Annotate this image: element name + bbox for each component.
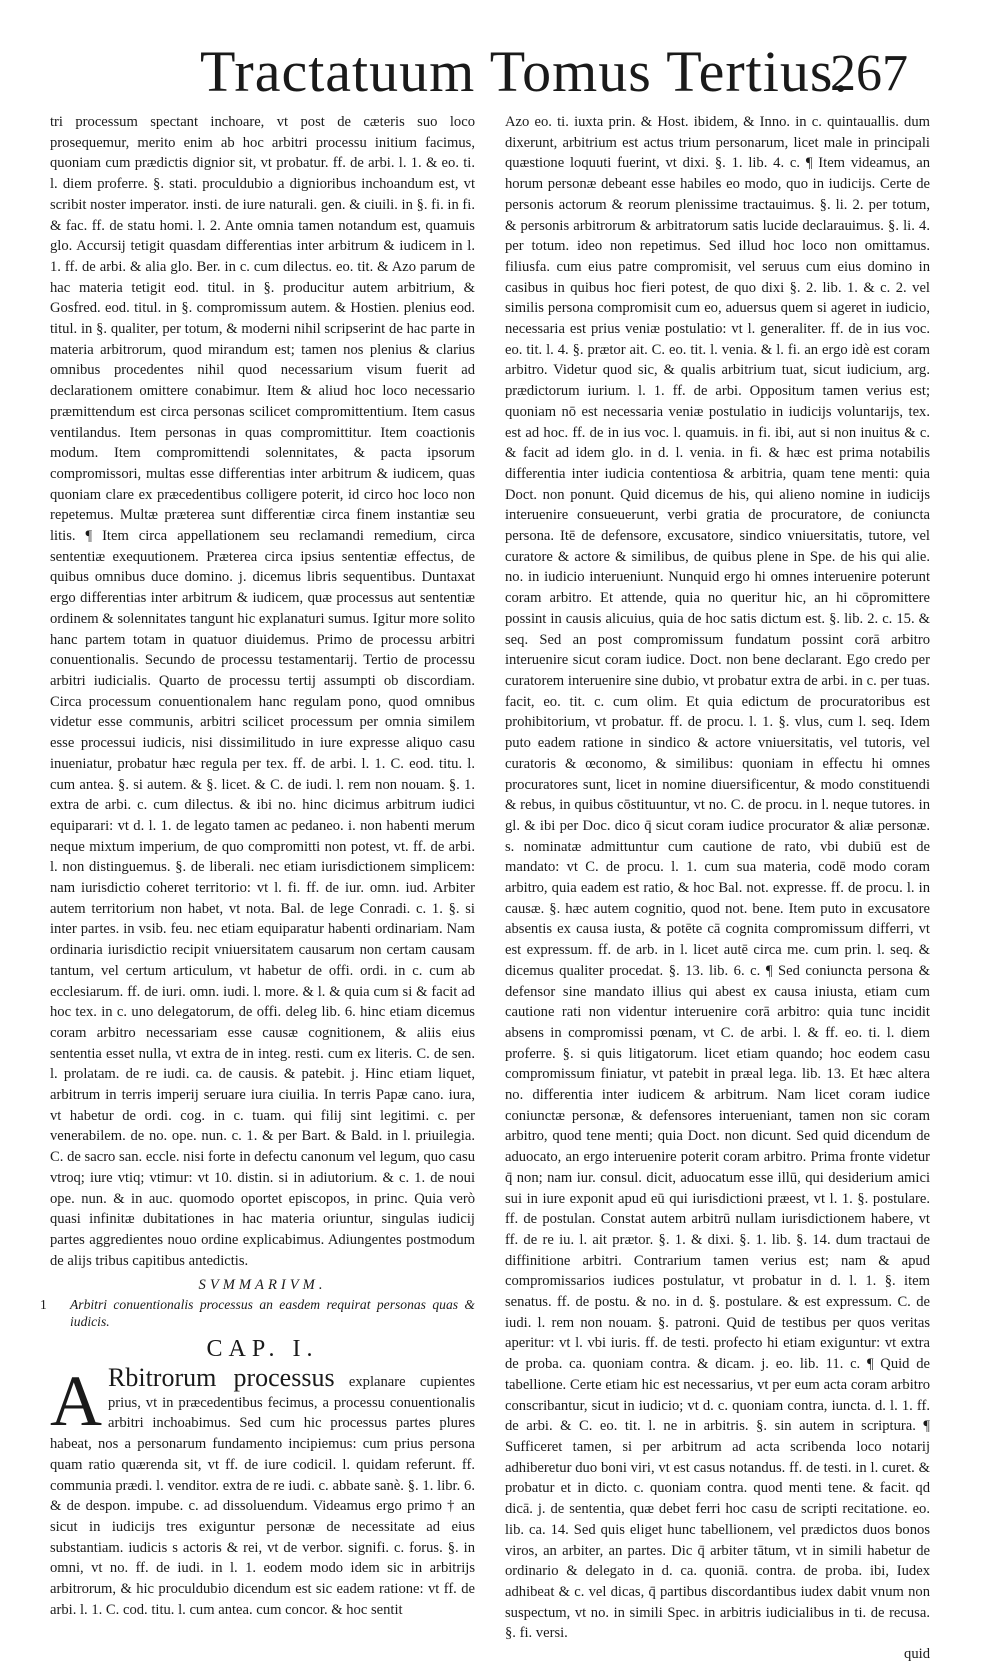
page-number: 267 <box>830 45 908 102</box>
running-title: Tractatuum Tomus Tertius. <box>200 39 849 104</box>
drop-cap: A <box>50 1361 102 1442</box>
body-paragraph: tri processum spectant inchoare, vt post de cæteris suo loco prosequemur, merito enim ab hoc arbitri processu initium facimus, quoniam cum prædictis dignior sit, vt probatur. ff. de arbi. l. 1. & eo. ti. l. diem proferre. §. stati. proculdubio a dignioribus inchoandum est, vt scribit noster imperator. insti. de iure naturali. gen. & ciuili. in §. fi. in fi. & fac. ff. de statu homi. l. 2. Ante omnia tamen notandum est, quamuis glo. Accursij tetigit quasdam differentias inter arbitrum & iudicem in l. 1. ff. de arbi. & alia glo. Ber. in c. cum dilectus. eo. tit. & Azo parum de hac materia tetigit eod. titul. in §. producitur autem arbitrium, & Gosfred. eod. titul. in §. compromissum autem. & Hostien. plenius eod. titul. in §. qualiter, per totum, & moderni nihil scripserint de hac parte in materia arbitrorum, quod mirandum est; tamen nos plenius & clarius omnibus procedentes nihil quod necessarium visum fuerit ad declarationem omittere conabimur. Item & aliud hoc loco necessario præmittendum est circa personas scilicet compromittentium. Item casus ventilandus. Item personas in quas compromittitur. Item coactionis modum. Item compromittendi solennitates, & pacta ipsorum compromissori, multas esse differentias inter arbitrum & iudicem, quas quoniam clare ex præcedentibus colligere poterit, id circo hoc loco non repetemus. Multæ præterea sunt differentiæ circa finem instantiæ seu litis. ¶ Item circa appellationem seu reclamandi remedium, circa sententiæ exequutionem. Præterea circa ipsius sententiæ effectus, de quibus omnibus duce domino. j. dicemus libris sequentibus. Duntaxat ergo differentias inter arbitrum & iudicem, quæ processus aut sententiæ ordinem & solennitates tangunt hic explanaturi sumus. Igitur more solito hanc partem totam in quatuor diuidemus. Primo de processu arbitri conuentionalis. Secundo de processu testamentarij. Tertio de processu arbitri iudicialis. Quarto de processu tertij assumpti ob discordiam. Circa processum conuentionalem hanc regulam pono, quod omnibus videtur esse communis, arbitri scilicet processum per omnia similem esse processui iudicis, nisi dissimilitudo in iure expresse aliquo casu inueniatur, probatur hæc regula per tex. ff. de arbi. l. 1. C. eod. titu. l. cum antea. §. si autem. & §. licet. & C. de iudi. l. rem non nouam. §. 1. extra de arbi. c. cum dilectus. & ibi no. hinc dicimus arbitrum iudici equiparari: vt d. l. 1. de legato tamen ac pedaneo. i. non habenti merum neque mixtum imperium, de quo compromitti non potest, vt. ff. de arbi. l. non distinguemus. §. de liberali. nec etiam iurisdictionem simplicem: nam iurisdictio coheret territorio: vt l. fi. ff. de iur. omn. iud. Arbiter autem territorium non habet, vt nota. Bal. de lege Conradi. c. 1. §. si inter partes. in vsib. feu. nec etiam equiparatur habenti ordinariam. Nam ordinaria iurisdictio recipit vniuersitatem causarum non certam causam tantum, vel certum articulum, vt habetur de offi. ordi. in c. cum ab ecclesiarum. ff. de iuri. omn. iudi. l. more. & l. & quia cum si & facit ad hoc tex. in c. uno delegatorum, de offi. deleg lib. 6. hinc etiam dicemus coram arbitro necessariam esse causæ cognitionem, & aliis eius sententia esset nulla, vt extra de in integ. resti. cum ex literis. C. de sen. l. prolatam. de re iudi. ca. de causis. & patebit. j. Hinc etiam liquet, arbitrum in terris imperij seruare iura ciuilia. In terris Papæ cano. iura, vt habetur de ordi. cog. in c. tuam. qui filij sint legitimi. c. per venerabilem. de no. ope. nun. c. 1. & per Bart. & Bald. in l. priuilegia. C. de sacro san. eccle. nisi forte in defectu canonum vel legum, quo casu vtroq; iure vtiq; vtimur: vt 10. distin. si in adiutorium. & c. 1. de noui ope. nun. & in auc. quomodo oportet episcopos, in princ. Quia verò quasi infinitæ dubitationes in hac materia oriuntur, singulas iudicij partes aggredientes nouo ordine explicabimus. Adiungentes postmodum de alijs tribus capitibus antedictis. <box>50 114 475 1269</box>
chapter-paragraph <box>50 1361 476 1620</box>
summary-heading: SVMMARIVM. <box>198 1277 327 1294</box>
page-header <box>0 18 1000 108</box>
left-column <box>40 112 476 1621</box>
chapter-text: explanare cupientes prius, vt in præcedentibus fecimus, a processu conuentionalis arbitri inchoabimus. Sed cum hic processus partes plures habeat, nos a personarum fundamento incipiemus: cum prius persona quam ratio quærenda sit, vt ff. de iure codicil. l. quidam referunt. ff. communia prædi. l. venditor. extra de re iudi. c. abbate sanè. §. 1. libr. 6. & de despon. impube. c. ad dissoluendum. Videamus ergo primo † an sicut in iudicijs tres exiguntur personæ de necessitate ad eius substantiam. iudicis s actoris & rei, vt de verbor. signifi. c. forus. §. in omni, vt no. ff. de iudi. in l. 1. eodem modo idem sic in arbitrijs arbitrorum, & hic proculdubio dicendum est sic eadem ratione: vt ff. de arbi. l. 1. C. cod. titu. l. cum antea. cum concor. & hoc sentit <box>50 1374 476 1618</box>
summary-item-text: Arbitri conuentionalis processus an easdem requirat personas quas & iudicis. <box>70 1297 475 1330</box>
summary-item-number: 1 <box>40 1297 47 1313</box>
body-paragraph: Azo eo. ti. iuxta prin. & Host. ibidem, & Inno. in c. quintauallis. dum dixerunt, arbitrium est actus trium personarum, licet male in principali quæstione loquuti fuerint, vt dixi. §. 1. lib. 4. c. ¶ Item videamus, an horum personæ debeant esse habiles eo modo, quo in iudicijs. Certe de personis actorum & reorum plenissime tractauimus. §. li. 2. per totum, & personis arbitrorum & arbitratorum satis lucide declarauimus. §. li. 4. per totum. ideo non repetimus. Sed illud hoc loco non omittamus. filiusfa. cum eius patre compromisit, vel seruus cum eius domino in casibus in quibus hoc fieri potest, de quo dixi §. 2. lib. 1. & c. 2. vel similis persona compromisit cum eo, aduersus quem si ageret in iudicio, necessaria est prius veniæ postulatio: vt l. generaliter. ff. de in ius voc. eo. tit. l. 4. §. prætor ait. C. eo. tit. l. venia. & l. fi. an ergo idè est coram arbitro. Videtur quod sic, & qualis arbitrium tuat, sicut iudicium, arg. prædictorum iurium. l. 1. ff. de arbi. Oppositum tamen verius est; quoniam nō est necessaria veniæ postulatio in iudicijs voluntarijs, tex. est ad hoc. ff. de in ius voc. l. quamuis. in fi. ibi, aut si non inuitus & c. & facit ad idem glo. in d. l. venia. in fi. & hæc est prima notabilis differentia inter iudicia contentiosa & arbitria, quam tene menti: quia Doct. non ponunt. Quid dicemus de his, qui alieno nomine in iudicijs interuenire consueuerunt, verbi gratia de procuratore, de coniuncta persona. Itē de defensore, excusatore, sindico vniuersitatis, tutore, vel curatore & actore & similibus, de quibus plene in Spe. de his qui alie. no. in iudicio interueniunt. Nunquid ergo hi omnes interuenire poterunt coram arbitro. Et attende, quia no queritur hic, an hi cōpromittere possint in causis alicuius, quia de hoc satis dictum est. §. lib. 2. c. 15. & seq. Sed an post compromissum fundatum possint corā arbitro interuenire sicut coram iudice. Doct. non bene declarant. Ego credo per curatorem interuenire sine dubio, vt probatur extra de arbi. in c. per tuas. facit, eo. tit. c. cum olim. Et quia edictum de procuratoribus est prohibitorium, vt probatur. ff. de procu. l. 1. §. vlus, cum l. seq. Idem puto eadem ratione in sindico & actore vniuersitatis, vel tutoris, vel curatoris & œconomo, & similibus: quoniam in effectu hi omnes procuratores sunt, licet in nomine diuersificentur, & modo constituendi & rebus, in quibus cōstituuntur, vt no. C. de procu. in l. neque tutores. in gl. & ibi per Doc. dico q̄ sicut coram iudice procurator & aliæ personæ. s. nominatæ admittuntur cum cautione de rato, vbi dubiū est de mandato: vt C. de procu. l. 1. cum sua materia, codē modo coram arbitro, quia eadem est ratio, & hoc Bal. not. expresse. ff. de procu. l. in causæ. §. hæc autem cognitio, quod not. bene. Item puto in excusatore absentis ex causa iusta, & potēte cā cognita compromissum differri, vt est expressum. ff. de arb. in l. licet autē circa me. cum prin. l. seq. & dicemus qualiter procedat. §. 13. lib. 6. c. ¶ Sed coniuncta persona & defensor sine mandato illius qui abest ex causa iniusta, etiam cum cautione rati non videntur interuenire corā arbitro: quia tunc incidit absens in compromissi pœnam, vt C. de arbi. l. & ff. eo. ti. l. diem proferre. §. si quis litigatorum. licet etiam quando; hoc eodem casu compromissum finiatur, vt patebit in præal lega. lib. 13. Et hæc altera no. differentia inter iudicem & arbitrum. Nam licet coram iudice coniunctæ personæ, & defensores interueniant, tamen non sic coram arbitro, quod tene menti; quia Doct. non dicunt. Sed quid dicendum de aduocato, an ergo interuenire poterit coram arbitro. Prima fronte videtur q̄ non; nam iur. consul. dicit, aduocatum esse illū, qui desiderium amici sui in iure exponit apud eū qui iurisdictioni præest, vt l. 1. §. postulare. ff. de postulan. Constat autem arbitrū nullam iurisdictionem habere, vt ff. de re iu. l. ait prætor. §. 1. & dixi. §. 1. lib. §. 14. dum tractaui de diffinitione arbitri. Contrarium tamen verius est; nam & apud compromissarios iudices postulatur, vt probatur in d. l. 1. §. item senatus. ff. de postu. & no. in d. §. postulare. & est expressum. C. de iudi. l. rem non nouam. §. patroni. Quid de testibus per quos veritas aperitur: vt l. vbi iuris. ff. de testi. profecto hi etiam exiguntur: vt extra de proba. ca. quoniam contra. & dicam. j. eo. lib. 11. c. ¶ Quid de tabellione. Certe etiam hic est necessarius, vt per eum acta coram arbitro conscribantur, sicut in iudicio; vt d. c. quoniam contra, iuncta. d. l. 1. ff. de arbi. & C. eo. tit. l. ne in arbitris. §. sin autem in scriptura. ¶ Sufficeret tamen, si per arbitrum ad acta scribenda loco notarij adhiberetur duo boni viri, vt est casus notandus. ff. de testi. in l. curet. & probatur et in dicto. c. quoniam contra. quod menti tene. & facit. qd dicā. j. de sententia, quæ debet ferri hoc casu de scripti recitatione. eo. lib. ca. 14. Sed quis eliget hunc tabellionem, vel prædictos duos bonos viros, an arbiter, an partes. Dic q̄ arbiter tātum, vt in simili habetur de ordinario & delegato in d. ca. quoniā. contra. de proba. ibi, Iudex adhibeat & c. vel dicas, q̄ partibus discordantibus iudex dabit vnum non suspectum, vt no. in simili Spec. in arbitris iudicialibus in ti. de recusa. §. fi. versi. <box>505 114 930 1642</box>
chapter-lead-words: Rbitrorum processus <box>108 1363 335 1393</box>
summary-item <box>40 1296 475 1330</box>
chapter-heading: CAP. I. <box>206 1336 319 1363</box>
right-column <box>505 112 930 1665</box>
catchword: quid <box>904 1646 930 1663</box>
